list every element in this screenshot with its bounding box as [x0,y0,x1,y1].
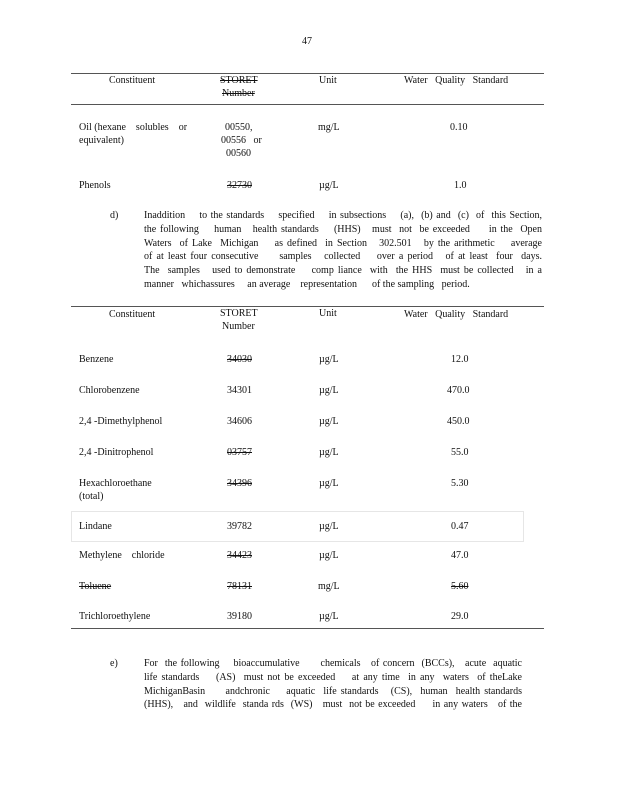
table2-header-constituent: Constituent [109,309,156,320]
table2-row-value: 450.0 [447,416,470,427]
section-e-paragraph [144,657,522,712]
table1-row-oil-storet-line3: 00560 [226,148,251,159]
table2-row-value: 29.0 [451,611,469,622]
table2-header-unit: Unit [319,308,337,319]
table2-row-constituent-line2: (total) [79,491,104,502]
table1-row-oil-storet: 00550, [225,122,253,133]
table2-row-unit: mg/L [318,581,340,592]
table2-row-value: 0.47 [451,521,469,532]
table2-row-constituent: Chlorobenzene [79,385,140,396]
table2-row-unit: µg/L [319,416,339,427]
table1-header-constituent: Constituent [109,75,156,86]
section-e-label: e) [110,658,118,669]
table1-header-storet: STORET [220,75,258,86]
section-d-line: The samples used to demonstrate comp liance with the HHS must be collected in a [144,265,542,277]
table1-row-phenols-unit: µg/L [319,180,339,191]
table2-row-value: 55.0 [451,447,469,458]
table1-row-phenols-storet: 32730 [227,180,252,191]
section-e-line: MichiganBasin andchronic aquatic life standards (CS), human health standards [144,685,522,697]
table2-row-value: 12.0 [451,354,469,365]
table1-top-rule [71,73,544,74]
table2-row-storet: 34301 [227,385,252,396]
table2-row-constituent: Toluene [79,581,112,592]
section-d-line: of at least four consecutive samples collected over a period of at least four days. [144,251,542,263]
section-d-line: manner whichassures an average representation of the sampling period. [144,278,470,290]
table2-row-constituent: Lindane [79,521,112,532]
table2-row-constituent: 2,4 -Dimethylphenol [79,416,163,427]
table2-row-constituent: 2,4 -Dinitrophenol [79,447,154,458]
table1-row-phenols-value: 1.0 [454,180,467,191]
table2-row-unit: µg/L [319,611,339,622]
table1-row-oil-unit: mg/L [318,122,340,133]
table1-header-standard: Water Quality Standard [404,75,509,86]
section-e-line: life standards (AS) must not be exceeded at any time in any waters of theLake [144,671,522,683]
section-d-paragraph [144,209,542,292]
table2-row-unit: µg/L [319,478,339,489]
section-d-line: the following human health standards (HHS) must not be exceeded in the Open [144,223,542,235]
table2-row-constituent: Methylene chloride [79,550,165,561]
table2-bottom-rule [71,628,544,629]
table2-row-storet: 39180 [227,611,252,622]
table2-row-unit: µg/L [319,550,339,561]
table1-row-oil-storet-line2: 00556 or [221,135,262,146]
section-e-line: (HHS), and wildlife standa rds (WS) must not be exceeded in any waters of the [144,699,522,711]
table1-header-rule [71,104,544,105]
table2-top-rule [71,306,544,307]
table2-row-storet: 78131 [227,581,252,592]
table2-row-storet: 34423 [227,550,252,561]
section-d-line: Waters of Lake Michigan as defined in Section 302.501 by the arithmetic average [144,237,542,249]
section-e-line: For the following bioaccumulative chemicals of concern (BCCs), acute aquatic [144,658,522,669]
table1-header-unit: Unit [319,75,337,86]
table2-row-unit: µg/L [319,447,339,458]
table2-row-storet: 03757 [227,447,252,458]
table2-row-storet: 34606 [227,416,252,427]
page-number: 47 [302,36,312,47]
table2-row-unit: µg/L [319,521,339,532]
table2-row-value: 5.60 [451,581,469,592]
table2-row-storet: 34396 [227,478,252,489]
table2-row-unit: µg/L [319,354,339,365]
table2-row-storet: 39782 [227,521,252,532]
table2-row-unit: µg/L [319,385,339,396]
table1-row-phenols-constituent: Phenols [79,180,111,191]
table2-header-number: Number [222,321,255,332]
table1-header-number: Number [222,88,255,99]
table2-row-constituent: Trichloroethylene [79,611,151,622]
table2-row-value: 5.30 [451,478,469,489]
table2-row-constituent: Benzene [79,354,114,365]
table2-row-value: 470.0 [447,385,470,396]
section-d-line: Inaddition to the standards specified in subsections (a), (b) and (c) of this Section, [144,210,542,221]
table1-row-oil-value: 0.10 [450,122,468,133]
table2-row-constituent: Hexachloroethane [79,478,152,489]
table2-row-storet: 34030 [227,354,252,365]
table2-row-value: 47.0 [451,550,469,561]
table1-row-oil-constituent: Oil (hexane solubles or [79,122,188,133]
table1-row-oil-constituent-line2: equivalent) [79,135,124,146]
table2-header-standard: Water Quality Standard [404,309,509,320]
table2-header-storet: STORET [220,308,258,319]
section-d-label: d) [110,210,119,221]
